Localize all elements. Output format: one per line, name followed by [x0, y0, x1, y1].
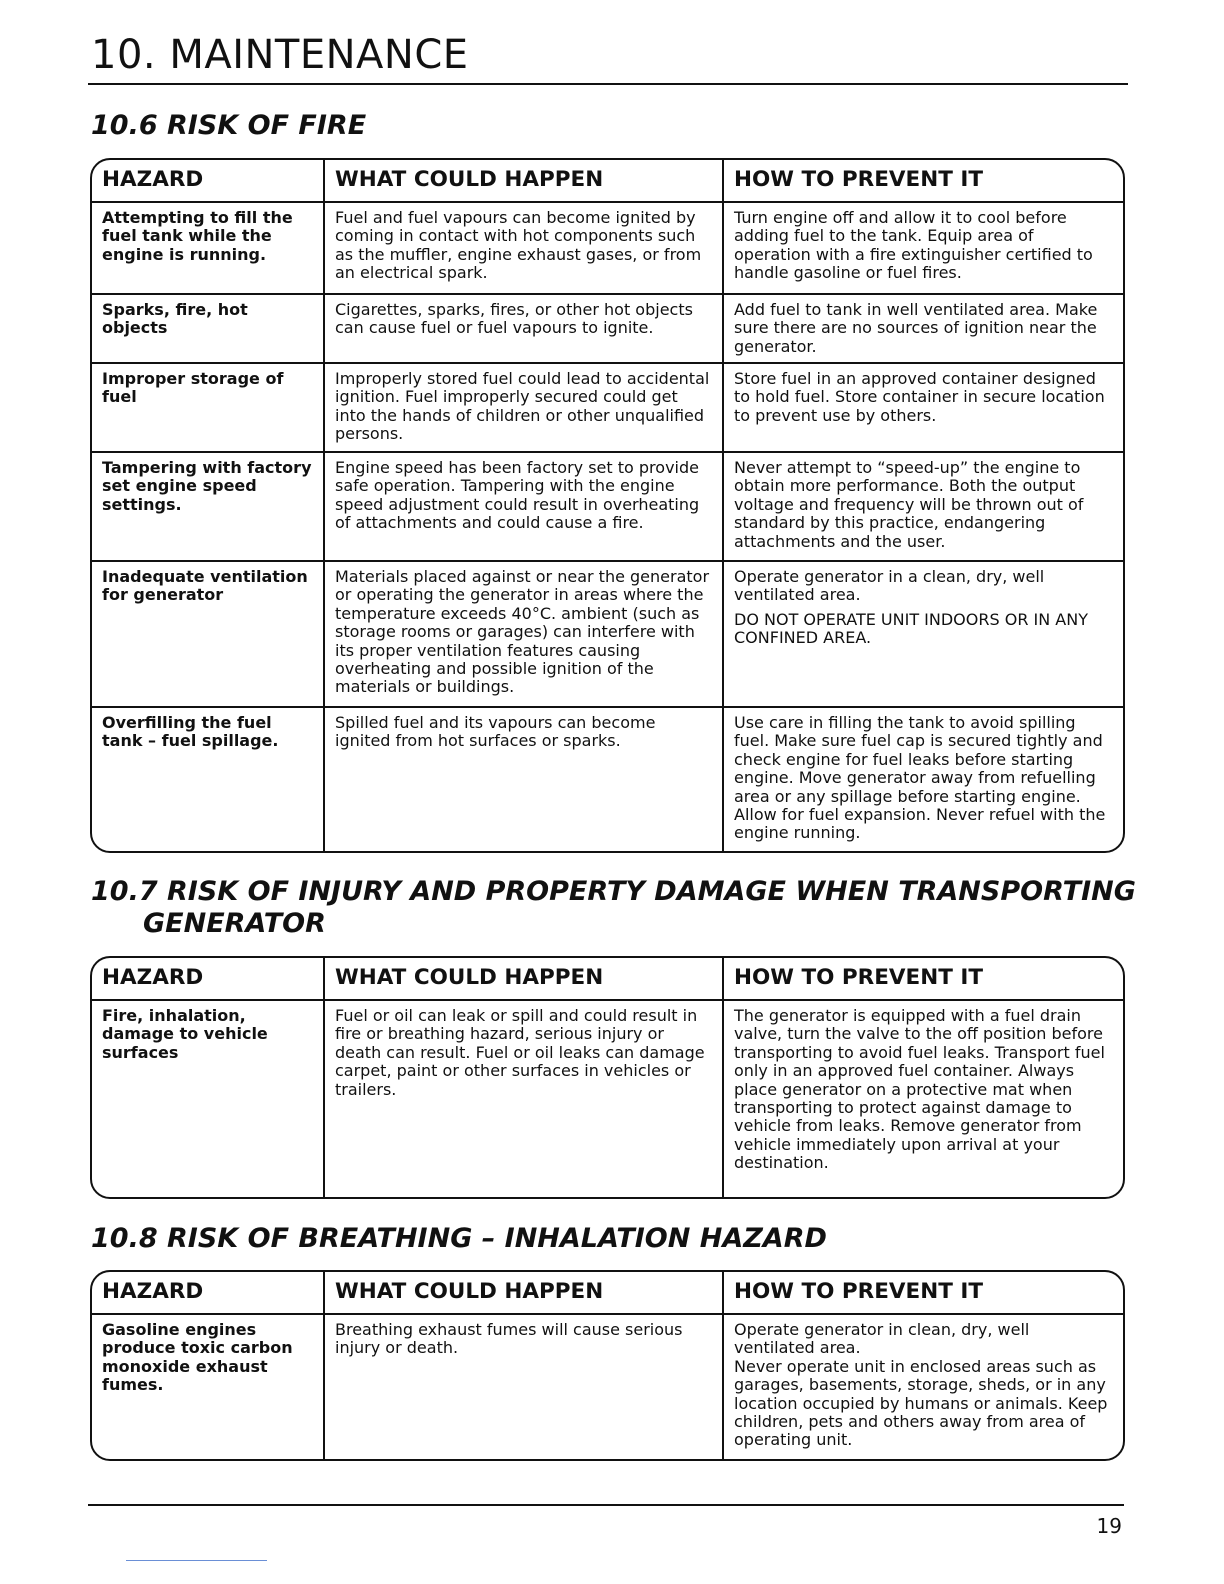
- column-header-prevent: HOW TO PREVENT IT: [734, 965, 984, 991]
- table-row: [92, 362, 1123, 451]
- column-header-prevent: HOW TO PREVENT IT: [734, 167, 984, 193]
- table-row: [92, 451, 1123, 560]
- hazard-cell: Improper storage of fuel: [92, 364, 325, 451]
- prevent-text: Never operate unit in enclosed areas such as garages, basements, storage, sheds, or in any location occupied by humans or animals. Keep children, pets and others away from area of operating unit.: [734, 1356, 1108, 1450]
- title-rule: [88, 83, 1128, 85]
- prevent-cell: [724, 1315, 1123, 1459]
- prevent-cell: [724, 1001, 1123, 1197]
- prevent-text: Add fuel to tank in well ventilated area. Make sure there are no sources of ignition near the generator.: [734, 300, 1098, 356]
- section-heading-line: 10.7 RISK OF INJURY AND PROPERTY DAMAGE WHEN TRANSPORTING: [91, 876, 1136, 907]
- prevent-cell: [724, 453, 1123, 560]
- section-heading-transport: [91, 876, 1136, 940]
- hazard-cell: Attempting to fill the fuel tank while the engine is running.: [92, 203, 325, 293]
- prevent-cell: [724, 203, 1123, 293]
- table-row: [92, 560, 1123, 706]
- column-header-what: WHAT COULD HAPPEN: [325, 160, 724, 201]
- table-header-row: [92, 1272, 1123, 1313]
- prevent-cell: [724, 562, 1123, 706]
- table-row: [92, 1313, 1123, 1459]
- hazard-cell: Gasoline engines produce toxic carbon monoxide exhaust fumes.: [92, 1315, 325, 1459]
- prevent-warning-text: DO NOT OPERATE UNIT INDOORS OR IN ANY CONFINED AREA.: [734, 609, 1088, 648]
- decorative-line: [126, 1560, 267, 1561]
- prevent-text: Operate generator in a clean, dry, well ventilated area.: [734, 567, 1045, 605]
- prevent-cell: [724, 708, 1123, 851]
- hazard-cell: Tampering with factory set engine speed settings.: [92, 453, 325, 560]
- section-heading-line: GENERATOR: [143, 908, 326, 939]
- table-row: [92, 293, 1123, 362]
- what-cell: Engine speed has been factory set to provide safe operation. Tampering with the engine speed adjustment could result in overheating of attachments and could cause a fire.: [325, 453, 724, 560]
- fire-risk-table: [90, 158, 1125, 853]
- prevent-text: Never attempt to “speed-up” the engine to obtain more performance. Both the output voltage and frequency will be thrown out of standard by this practice, endangering attachments and the user.: [734, 458, 1084, 551]
- page-number: 19: [1096, 1514, 1122, 1538]
- what-cell: Breathing exhaust fumes will cause serious injury or death.: [325, 1315, 724, 1459]
- prevent-text: Turn engine off and allow it to cool before adding fuel to the tank. Equip area of operation with a fire extinguisher certified to handle gasoline or fuel fires.: [734, 208, 1093, 283]
- column-header-hazard: HAZARD: [92, 160, 325, 201]
- prevent-cell: [724, 295, 1123, 362]
- hazard-cell: Overfilling the fuel tank – fuel spillage.: [92, 708, 325, 851]
- prevent-text: Store fuel in an approved container designed to hold fuel. Store container in secure location to prevent use by others.: [734, 369, 1105, 425]
- prevent-text: Use care in filling the tank to avoid spilling fuel. Make sure fuel cap is secured tightly and check engine for fuel leaks before starting engine. Move generator away from refuelling area or any spillage before starting engine. Allow for fuel expansion. Never refuel with the engine running.: [734, 713, 1106, 843]
- what-cell: Cigarettes, sparks, fires, or other hot objects can cause fuel or fuel vapours to ignite.: [325, 295, 724, 362]
- hazard-cell: Fire, inhalation, damage to vehicle surfaces: [92, 1001, 325, 1197]
- page-title: 10. MAINTENANCE: [91, 32, 469, 78]
- prevent-text: The generator is equipped with a fuel drain valve, turn the valve to the off position before transporting to avoid fuel leaks. Transport fuel only in an approved fuel container. Always place generator on a protective mat when transporting to protect against damage to vehicle from leaks. Remove generator from vehicle immediately upon arrival at your destination.: [734, 1006, 1105, 1173]
- transport-risk-table: [90, 956, 1125, 1199]
- table-row: [92, 999, 1123, 1197]
- table-header-row: [92, 958, 1123, 999]
- column-header-hazard: HAZARD: [92, 958, 325, 999]
- what-cell: Spilled fuel and its vapours can become ignited from hot surfaces or sparks.: [325, 708, 724, 851]
- what-cell: Improperly stored fuel could lead to accidental ignition. Fuel improperly secured could get into the hands of children or other unqualified persons.: [325, 364, 724, 451]
- column-header-what: WHAT COULD HAPPEN: [325, 1272, 724, 1313]
- what-cell: Fuel and fuel vapours can become ignited by coming in contact with hot components such as the muffler, engine exhaust gases, or from an electrical spark.: [325, 203, 724, 293]
- breathing-risk-table: [90, 1270, 1125, 1461]
- prevent-cell: [724, 364, 1123, 451]
- table-row: [92, 201, 1123, 293]
- section-heading-fire: 10.6 RISK OF FIRE: [91, 110, 367, 141]
- column-header-prevent: HOW TO PREVENT IT: [734, 1279, 984, 1305]
- prevent-text: Operate generator in clean, dry, well ventilated area.: [734, 1320, 1030, 1358]
- what-cell: Materials placed against or near the generator or operating the generator in areas where the temperature exceeds 40°C. ambient (such as storage rooms or garages) can interfere with its proper ventilation features causing overheating and possible ignition of the materials or buildings.: [325, 562, 724, 706]
- what-cell: Fuel or oil can leak or spill and could result in fire or breathing hazard, serious injury or death can result. Fuel or oil leaks can damage carpet, paint or other surfaces in vehicles or trailers.: [325, 1001, 724, 1197]
- column-header-what: WHAT COULD HAPPEN: [325, 958, 724, 999]
- table-header-row: [92, 160, 1123, 201]
- section-heading-breathing: 10.8 RISK OF BREATHING – INHALATION HAZARD: [91, 1223, 827, 1254]
- hazard-cell: Sparks, fire, hot objects: [92, 295, 325, 362]
- table-row: [92, 706, 1123, 851]
- footer-rule: [88, 1504, 1124, 1506]
- column-header-hazard: HAZARD: [92, 1272, 325, 1313]
- hazard-cell: Inadequate ventilation for generator: [92, 562, 325, 706]
